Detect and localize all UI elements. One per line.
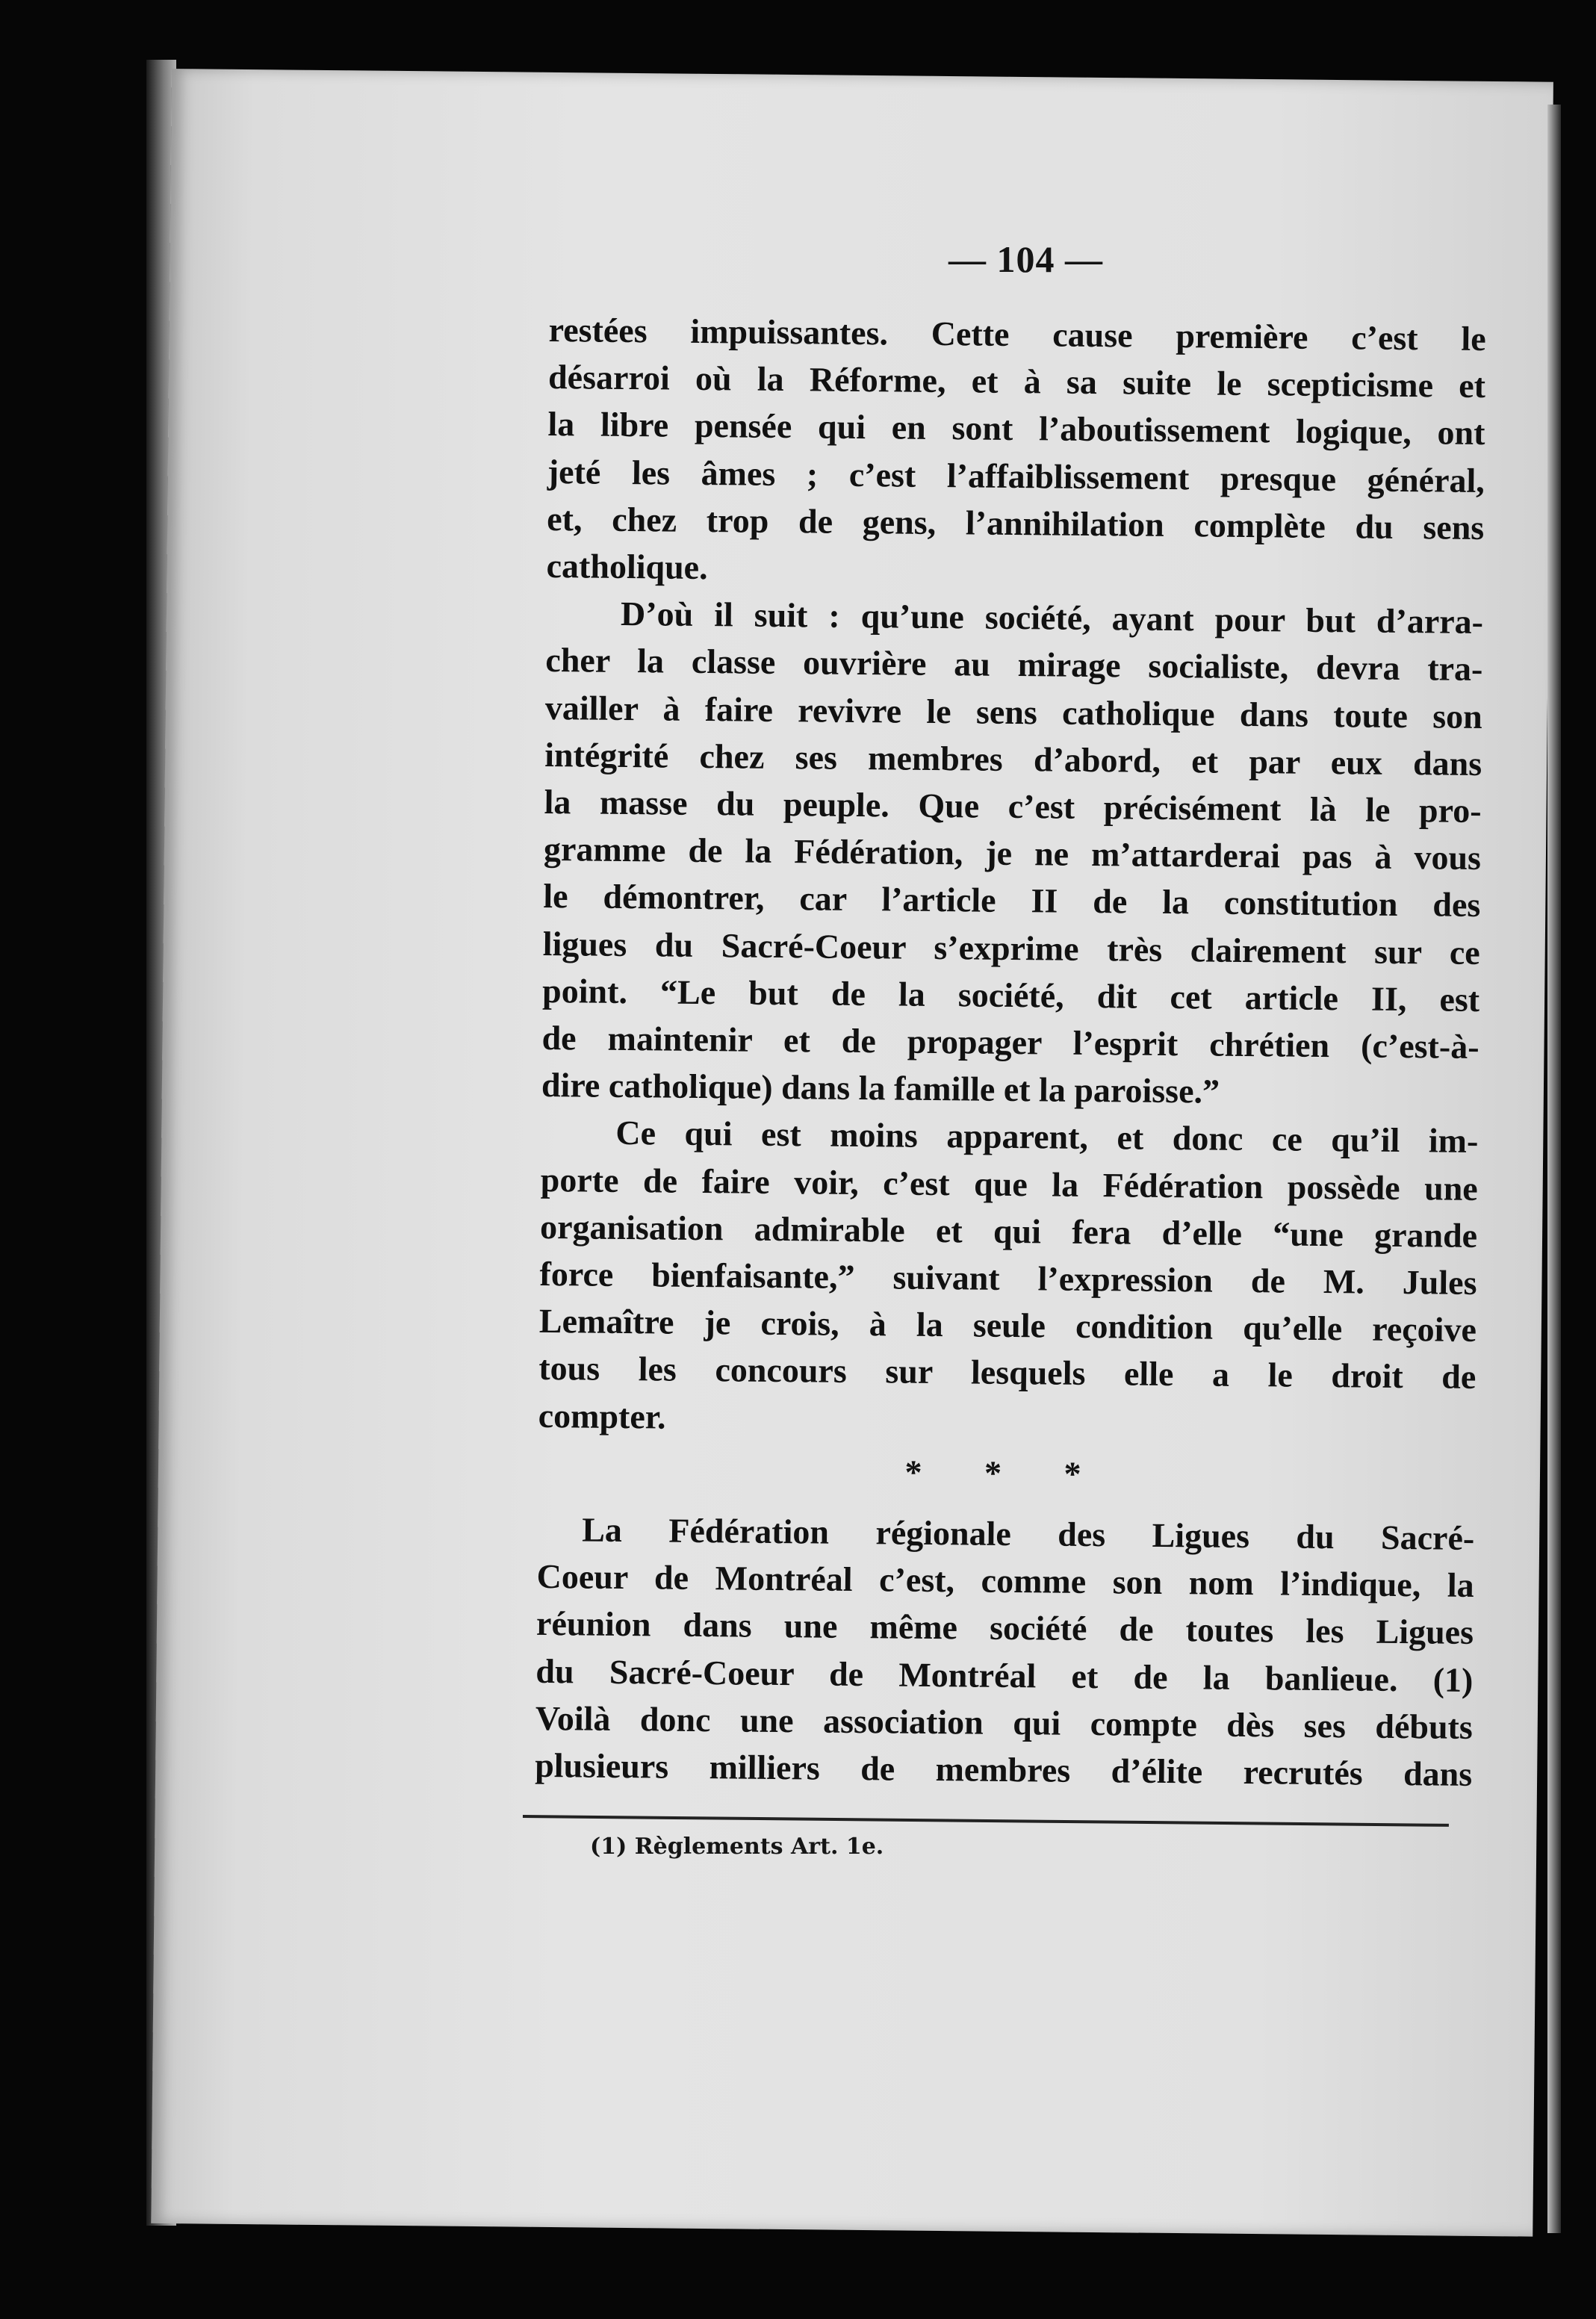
text-line: point. “Le but de la société, dit cet article II, est <box>541 971 1480 1019</box>
text-line: Coeur de Montréal c’est, comme son nom l’indique, la <box>536 1557 1474 1605</box>
text-line: restées impuissantes. Cette cause première c’est le <box>548 310 1486 358</box>
text-line: la masse du peuple. Que c’est précisément là le pro- <box>544 783 1482 831</box>
text-line: le démontrer, car l’article II de la constitution des <box>543 877 1481 925</box>
text-line: jeté les âmes ; c’est l’affaiblissement presque général, <box>547 452 1485 500</box>
text-line: cher la classe ouvrière au mirage socialiste, devra tra- <box>545 641 1483 689</box>
text-line: porte de faire voir, c’est que la Fédération possède une <box>540 1160 1478 1208</box>
text-line: désarroi où la Réforme, et à sa suite le scepticisme et <box>547 358 1486 406</box>
text-line: tous les concours sur lesquels elle a le droit de <box>538 1349 1477 1397</box>
text-line: vailler à faire revivre le sens catholique dans toute son <box>544 688 1483 736</box>
text-line: plusieurs milliers de membres d’élite recrutés dans <box>535 1746 1473 1794</box>
text-line: dire catholique) dans la famille et la paroisse.” <box>541 1066 1220 1111</box>
text-line: Lemaître je crois, à la seule condition qu’elle reçoive <box>538 1302 1477 1350</box>
text-line: catholique. <box>546 547 708 587</box>
text-line: et, chez trop de gens, l’annihilation complète du sens <box>547 499 1485 547</box>
text-line: La Fédération régionale des Ligues du Sacré- <box>582 1510 1475 1558</box>
text-line: Ce qui est moins apparent, et donc ce qu’il im- <box>615 1114 1479 1161</box>
text-line: organisation admirable et qui fera d’elle “une grande <box>539 1207 1478 1255</box>
text-line: compter. <box>538 1396 666 1436</box>
text-block-1 <box>538 306 1486 1448</box>
text-line: du Sacré-Coeur de Montréal et de la banlieue. (1) <box>535 1651 1474 1699</box>
text-line: intégrité chez ses membres d’abord, et par eux dans <box>544 735 1482 783</box>
text-line: force bienfaisante,” suivant l’expression de M. Jules <box>539 1255 1477 1303</box>
text-line: D’où il suit : qu’une société, ayant pour but d’arra- <box>620 595 1484 642</box>
section-separator: * * * <box>904 1453 1108 1494</box>
text-block-2 <box>535 1506 1475 1798</box>
body-text <box>535 306 1486 1798</box>
text-line: ligues du Sacré-Coeur s’exprime très clairement sur ce <box>542 924 1480 972</box>
text-line: réunion dans une même société de toutes les Ligues <box>535 1604 1474 1652</box>
text-line: la libre pensée qui en sont l’aboutissement logique, ont <box>547 405 1485 453</box>
footnote: (1) Règlements Art. 1e. <box>590 1834 884 1860</box>
text-line: de maintenir et de propager l’esprit chrétien (c’est-à- <box>541 1019 1479 1067</box>
page-right-edge <box>1547 105 1561 2233</box>
text-line: Voilà donc une association qui compte dès ses débuts <box>535 1698 1474 1746</box>
page-number: — 104 — <box>948 238 1103 280</box>
text-line: gramme de la Fédération, je ne m’attarderai pas à vous <box>543 830 1482 878</box>
